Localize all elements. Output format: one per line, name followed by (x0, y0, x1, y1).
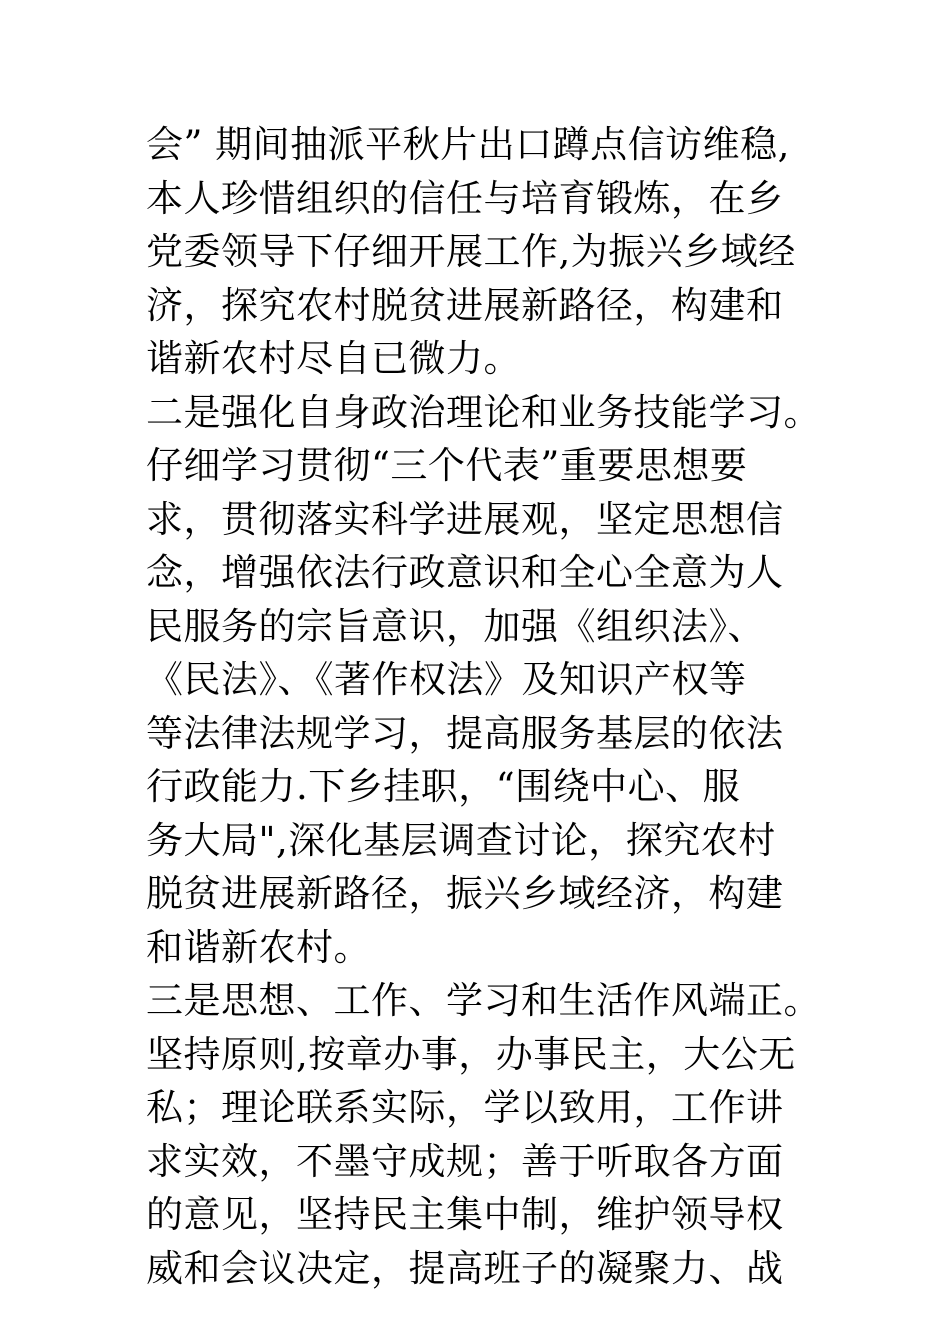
text-line: 求，贯彻落实科学进展观，坚定思想信 (146, 497, 784, 541)
text-line: 脱贫进展新路径，振兴乡域经济，构建 (146, 872, 784, 915)
text-line: 行政能力.下乡挂职，“围绕中心、服 (146, 765, 741, 808)
text-line: 《民法》、《著作权法》及知识产权等 (146, 658, 747, 701)
text-line: 和谐新农村。 (146, 925, 371, 969)
text-line: 威和会议决定，提高班子的凝聚力、战 (146, 1246, 784, 1290)
text-line: 的意见，坚持民主集中制，维护领导权 (146, 1193, 784, 1236)
text-line: 二是强化自身政治理论和业务技能学习。 (146, 390, 821, 434)
text-line: 民服务的宗旨意识，加强《组织法》、 (146, 604, 765, 648)
text-line: 仔细学习贯彻“三个代表”重要思想要 (146, 444, 748, 487)
text-line: 等法律法规学习，提高服务基层的依法 (146, 711, 784, 755)
text-line: 坚持原则,按章办事，办事民主，大公无 (146, 1032, 796, 1076)
text-line: 私；理论联系实际，学以致用，工作讲 (146, 1086, 784, 1129)
text-line: 党委领导下仔细开展工作,为振兴乡域经 (146, 230, 796, 273)
text-line: 三是思想、工作、学习和生活作风端正。 (146, 979, 821, 1022)
text-line: 求实效，不墨守成规；善于听取各方面 (146, 1139, 784, 1183)
text-line: 济，探究农村脱贫进展新路径，构建和 (146, 283, 784, 327)
text-line: 会” 期间抽派平秋片出口蹲点信访维稳, (146, 123, 790, 166)
text-line: 谐新农村尽自已微力。 (146, 337, 521, 380)
body-text (146, 118, 846, 1295)
text-line: 念，增强依法行政意识和全心全意为人 (146, 551, 784, 594)
text-line: 本人珍惜组织的信任与培育锻炼，在乡 (146, 176, 784, 220)
text-line: 务大局",深化基层调查讨论，探究农村 (146, 818, 776, 862)
